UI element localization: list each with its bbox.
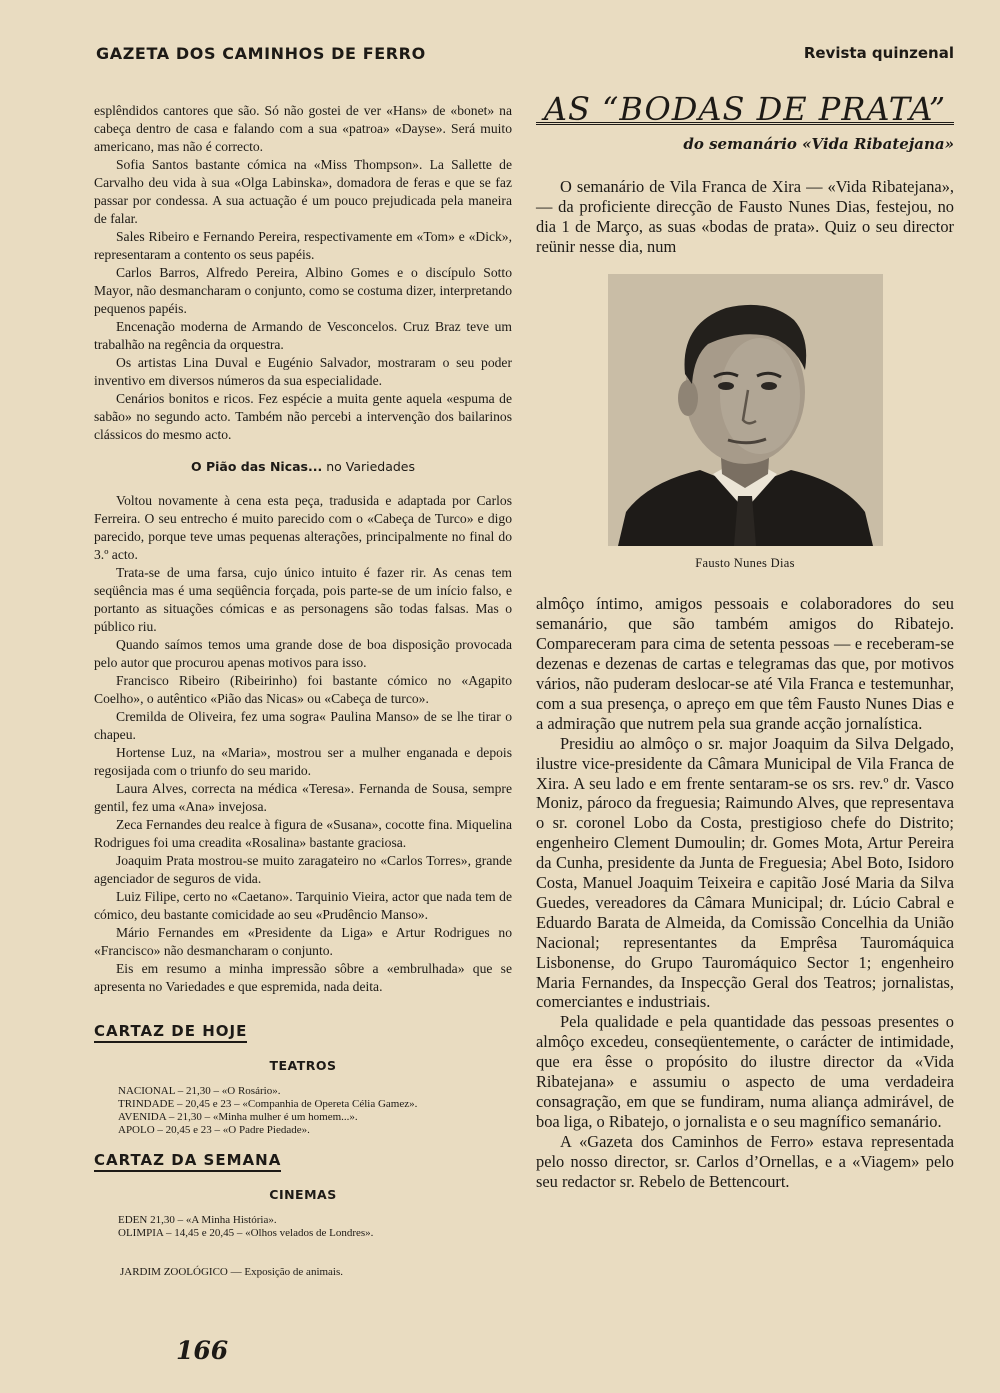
review-paragraph: Carlos Barros, Alfredo Pereira, Albino Gomes e o discípulo Sotto Mayor, não desmancharam o conjunto, como se costuma dizer, interpretando pequenos papéis. <box>94 265 512 316</box>
review-paragraph: Hortense Luz, na «Maria», mostrou ser a mulher enganada e depois regosijada com o triunfo do seu marido. <box>94 745 512 778</box>
cartaz-semana-category: CINEMAS <box>269 1187 337 1202</box>
page-number: 166 <box>176 1336 229 1365</box>
cinema-listings <box>94 1214 512 1240</box>
review-paragraph: esplêndidos cantores que são. Só não gostei de ver «Hans» de «bonet» na cabeça dentro de casa e falando com a sua «patroa» «Dayse». Será muito americano, mas não é correcto. <box>94 103 512 154</box>
article-paragraph: Presidiu ao almôço o sr. major Joaquim da Silva Delgado, ilustre vice-presidente da Câmara Municipal de Vila Franca de Xira. A seu lado e em frente sentaram-se os srs. rev.º dr. Vasco Moniz, pároco da freguesia; Raimundo Alves, que representava o sr. coronel Lobo da Costa, prestigioso chefe do Distrito; engenheiro Clement Dumoulin; dr. Gomes Mota, Artur Pereira da Cunha, presidente da Junta de Freguesia; Abel Boto, Isidoro Costa, Manuel Joaquim Teixeira e capitão José Maria da Silva Guedes, vereadores da Câmara Municipal; dr. Lúcio Cabral e Eduardo Barata de Almeida, da Comissão Concelhia da União Nacional; representantes da Emprêsa Tauromáquica Lisbonense, do Grupo Tauromáquico Sector 1; engenheiro Maria Fernandes, da Inspecção Geral dos Teatros; jornalistas, comerciantes e industriais. <box>536 733 954 1012</box>
listing-item: TRINDADE – 20,45 e 23 – «Companhia de Opereta Célia Gamez». <box>118 1098 418 1110</box>
review-paragraph: Cremilda de Oliveira, fez uma sogra« Paulina Manso» de se lhe tirar o chapeu. <box>94 709 512 742</box>
cartaz-hoje-title: CARTAZ DE HOJE <box>94 1022 247 1043</box>
listing-item: NACIONAL – 21,30 – «O Rosário». <box>118 1085 281 1097</box>
review-subheading <box>94 458 512 476</box>
review-paragraph: Cenários bonitos e ricos. Fez espécie a muita gente aquela «espuma de sabão» no segundo acto. Também não percebi a intervenção dos bailarinos clássicos do mesmo acto. <box>94 391 512 442</box>
publication-title: GAZETA DOS CAMINHOS DE FERRO <box>96 44 426 63</box>
listing-item: EDEN 21,30 – «A Minha História». <box>118 1214 277 1226</box>
review-paragraph: Encenação moderna de Armando de Vesconcelos. Cruz Braz teve um trabalhão na regência da orquestra. <box>94 319 512 352</box>
cartaz-semana-section <box>94 1151 512 1279</box>
cartaz-hoje-section <box>94 1022 512 1137</box>
review-paragraph: Eis em resumo a minha impressão sôbre a «embrulhada» que se apresenta no Variedades e que espremida, nada deita. <box>94 961 512 994</box>
review-paragraph: Sales Ribeiro e Fernando Pereira, respectivamente em «Tom» e «Dick», representaram a contento os seus papéis. <box>94 229 512 262</box>
review-paragraph: Sofia Santos bastante cómica na «Miss Thompson». La Sallette de Carvalho deu vida à sua «Olga Labinska», domadora de feras e que se faz passar por condessa. A sua actuação é um pouco prejudicada pela maneira de falar. <box>94 157 512 226</box>
review-paragraph: Trata-se de uma farsa, cujo único intuito é fazer rir. As cenas tem seqüência mas é uma seqüência forçada, pois parte-se de um início falso, e portanto as situações cómicas e as personagens são todas falsas. Mas o público riu. <box>94 565 512 634</box>
article-title: AS “BODAS DE PRATA” <box>536 100 954 125</box>
article-paragraph: Pela qualidade e pela quantidade das pessoas presentes o almôço excedeu, conseqüentemente, o carácter de intimidade, que era êsse o propósito do ilustre director da «Vida Ribatejana» e assumiu o aspecto de uma verdadeira consagração, em que se fundiram, numa aliança admirável, de boa liga, o Ribatejo, o jornalista e o seu magnífico semanário. <box>536 1012 954 1131</box>
review-paragraph: Laura Alves, correcta na médica «Teresa». Fernanda de Sousa, sempre gentil, fez uma «Ana» invejosa. <box>94 781 512 814</box>
right-column <box>536 90 954 1192</box>
listing-item: OLIMPIA – 14,45 e 20,45 – «Olhos velados de Londres». <box>118 1227 374 1239</box>
review-paragraph: Zeca Fernandes deu realce à figura de «Susana», cocotte fina. Miquelina Rodrigues foi uma creadita «Rosalina» bastante graciosa. <box>94 817 512 850</box>
zoo-listing <box>94 1266 512 1279</box>
review-paragraph: Quando saímos temos uma grande dose de boa disposição provocada pelo autor que procurou apenas motivos para isso. <box>94 637 512 670</box>
publication-frequency: Revista quinzenal <box>803 44 954 62</box>
review-paragraph: Luiz Filipe, certo no «Caetano». Tarquinio Vieira, actor que nada tem de cómico, deu bastante comicidade ao seu «Prudêncio Manso». <box>94 889 512 922</box>
theatre-listings <box>94 1085 512 1137</box>
review-paragraph: Voltou novamente à cena esta peça, tradusida e adaptada por Carlos Ferreira. O seu entrecho é muito parecido com o «Cabeça de Turco» e digo parecido, porque teve umas pequenas alterações, principalmente no final do 3.º acto. <box>94 493 512 562</box>
article-paragraph: almôço íntimo, amigos pessoais e colaboradores do seu semanário, que são também amigos do Ribatejo. Compareceram para cima de setenta pessoas — e receberam-se dezenas e dezenas de cartas e telegramas das que, por motivos vários, não puderam deslocar-se até Vila Franca e testemunhar, com a sua presença, o apreço em que têm Fausto Nunes Dias e a admiração que nutrem pela sua grande acção jornalística. <box>536 594 954 733</box>
review-paragraph: Joaquim Prata mostrou-se muito zaragateiro no «Carlos Torres», grande agenciador de seguros de vida. <box>94 853 512 886</box>
review-paragraph: Mário Fernandes em «Presidente da Liga» e Artur Rodrigues no «Francisco» não desmancharam o conjunto. <box>94 925 512 958</box>
portrait-photo <box>608 274 883 546</box>
article-paragraph: A «Gazeta dos Caminhos de Ferro» estava representada pelo nosso director, sr. Carlos d’Ornellas, e a «Viagem» pelo seu redactor sr. Rebelo de Bettencourt. <box>536 1131 954 1191</box>
cartaz-semana-title: CARTAZ DA SEMANA <box>94 1151 281 1172</box>
photo-caption: Fausto Nunes Dias <box>695 556 795 571</box>
listing-item: JARDIM ZOOLÓGICO — Exposição de animais. <box>120 1266 344 1278</box>
listing-item: AVENIDA – 21,30 – «Minha mulher é um homem...». <box>118 1111 358 1123</box>
portrait-photo-image <box>608 274 883 546</box>
theatre-name: no Variedades <box>322 459 416 474</box>
left-column <box>94 102 512 1279</box>
article-intro: O semanário de Vila Franca de Xira — «Vida Ribatejana», — da proficiente direcção de Fausto Nunes Dias, festejou, no dia 1 de Março, as suas «bodas de prata». Quiz o seu director reünir nesse dia, num <box>536 176 954 256</box>
running-head <box>96 44 954 66</box>
article-subtitle: do semanário «Vida Ribatejana» <box>683 134 954 153</box>
cartaz-hoje-category: TEATROS <box>269 1058 337 1073</box>
review-paragraph: Os artistas Lina Duval e Eugénio Salvador, mostraram o seu poder inventivo em diversos números da sua especialidade. <box>94 355 512 388</box>
play-title: O Pião das Nicas... <box>190 459 323 474</box>
review-paragraph: Francisco Ribeiro (Ribeirinho) foi bastante cómico no «Agapito Coelho», o autêntico «Pião das Nicas» ou «Cabeça de turco». <box>94 673 512 706</box>
listing-item: APOLO – 20,45 e 23 – «O Padre Piedade». <box>118 1124 310 1136</box>
